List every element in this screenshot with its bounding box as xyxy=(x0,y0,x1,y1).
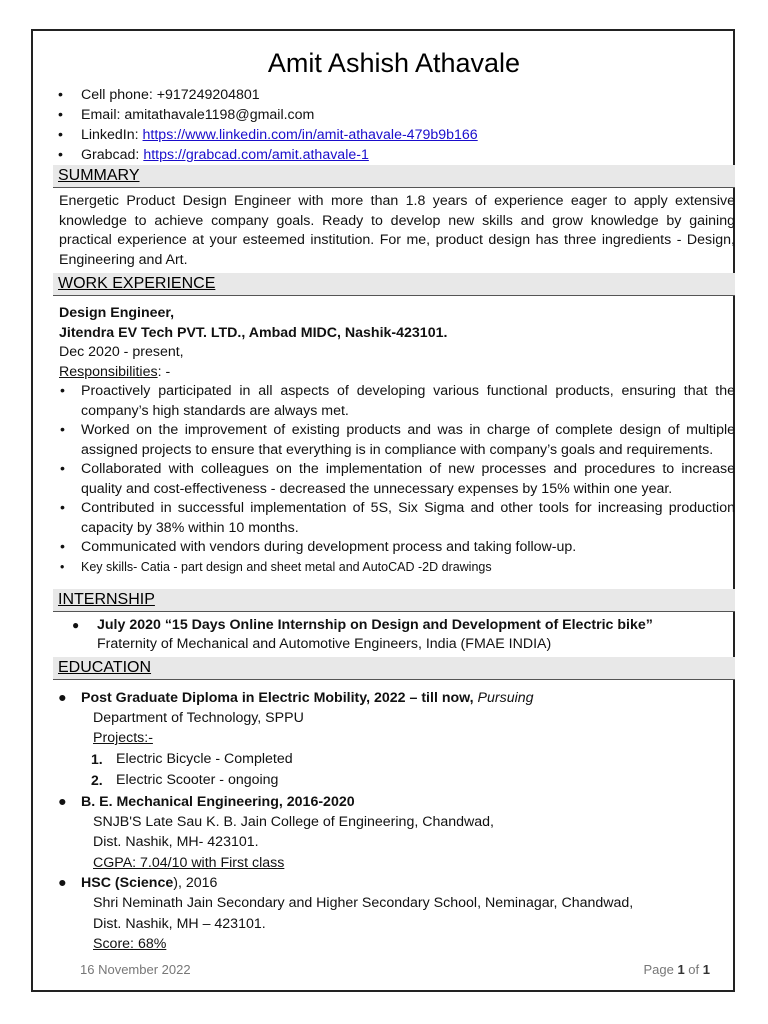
summary-text: Energetic Product Design Engineer with more than 1.8 years of experience eager to apply extensive knowledge to achieve company goals. Ready to develop new skills and grow knowledge by gaining practical experience at your esteemed institution. For me, product design has three ingredients - Design, Engineering and Art. xyxy=(59,193,735,268)
project-item: 1. Electric Bicycle - Completed xyxy=(91,750,293,767)
responsibility-item: • Worked on the improvement of existing products and was in charge of complete design of multiple assigned projects to ensure that everything is in compliance with company’s goals and requirements. xyxy=(53,421,735,460)
be-title: B. E. Mechanical Engineering, 2016-2020 xyxy=(81,793,355,810)
job-role: Design Engineer, xyxy=(59,305,175,321)
summary-heading: SUMMARY xyxy=(53,165,735,188)
responsibility-item: • Proactively participated in all aspects of developing various functional products, ensuring that the company’s high standards are always met. xyxy=(53,382,735,421)
projects-label: Projects:- xyxy=(93,730,153,746)
phone-value: +917249204801 xyxy=(156,87,260,103)
internship-title: July 2020 “15 Days Online Internship on Design and Development of Electric bike” xyxy=(97,616,653,633)
internship-entry xyxy=(53,616,735,654)
contact-list xyxy=(53,85,735,165)
responsibility-list xyxy=(53,382,735,577)
contact-linkedin: • LinkedIn: https://www.linkedin.com/in/amit-athavale-479b9b166 xyxy=(53,125,735,145)
responsibilities-label: Responsibilities: - xyxy=(59,363,171,380)
footer-date: 16 November 2022 xyxy=(80,962,191,977)
key-skills: • Key skills- Catia - part design and sheet metal and AutoCAD -2D drawings xyxy=(53,558,735,577)
pg-title: Post Graduate Diploma in Electric Mobility, 2022 – till now, xyxy=(81,689,474,706)
work-experience-heading: WORK EXPERIENCE xyxy=(53,273,735,296)
work-entry xyxy=(59,304,735,382)
hsc-year: ), 2016 xyxy=(173,875,218,891)
internship-title-row: ● July 2020 “15 Days Online Internship on Design and Development of Electric bike” xyxy=(72,616,653,633)
contact-email: • Email: amitathavale1198@gmail.com xyxy=(53,105,735,125)
internship-heading: INTERNSHIP xyxy=(53,589,735,612)
email-value: amitathavale1198@gmail.com xyxy=(124,107,315,123)
responsibility-item: • Collaborated with colleagues on the implementation of new processes and procedures to increase quality and cost-effectiveness - decreased the unnecessary expenses by 15% within one year. xyxy=(53,460,735,499)
education-be: ● B. E. Mechanical Engineering, 2016-2020 xyxy=(58,793,355,810)
hsc-address: Dist. Nashik, MH – 423101. xyxy=(93,915,266,932)
education-pg: ● Post Graduate Diploma in Electric Mobility, 2022 – till now, Pursuing xyxy=(58,689,534,706)
pg-status: Pursuing xyxy=(473,689,534,706)
linkedin-link[interactable]: https://www.linkedin.com/in/amit-athavale-479b9b166 xyxy=(142,127,478,143)
page-number: Page 1 of 1 xyxy=(643,962,710,977)
contact-phone: • Cell phone: +917249204801 xyxy=(53,85,735,105)
hsc-score: Score: 68% xyxy=(93,936,167,952)
resume-content xyxy=(53,44,735,955)
candidate-name: Amit Ashish Athavale xyxy=(267,48,521,78)
page-footer xyxy=(80,962,710,977)
project-item: 2. Electric Scooter - ongoing xyxy=(91,771,279,788)
job-dates: Dec 2020 - present, xyxy=(59,344,184,360)
hsc-school: Shri Neminath Jain Secondary and Higher Secondary School, Neminagar, Chandwad, xyxy=(93,895,634,911)
pg-dept: Department of Technology, SPPU xyxy=(93,709,304,726)
contact-grabcad: • Grabcad: https://grabcad.com/amit.athavale-1 xyxy=(53,145,735,165)
be-cgpa: CGPA: 7.04/10 with First class xyxy=(93,854,285,871)
education-hsc: ● HSC (Science), 2016 xyxy=(58,875,218,891)
be-address: Dist. Nashik, MH- 423101. xyxy=(93,834,259,850)
internship-org: Fraternity of Mechanical and Automotive Engineers, India (FMAE INDIA) xyxy=(97,635,552,652)
grabcad-link[interactable]: https://grabcad.com/amit.athavale-1 xyxy=(143,147,369,163)
job-company: Jitendra EV Tech PVT. LTD., Ambad MIDC, Nashik-423101. xyxy=(59,324,448,341)
hsc-title: HSC (Science xyxy=(81,875,174,891)
education-heading: EDUCATION xyxy=(53,657,735,680)
education-list xyxy=(53,688,735,955)
be-college: SNJB'S Late Sau K. B. Jain College of Engineering, Chandwad, xyxy=(93,813,494,830)
responsibility-item: • Communicated with vendors during development process and taking follow-up. xyxy=(53,538,735,558)
responsibility-item: • Contributed in successful implementation of 5S, Six Sigma and other tools for increasing production capacity by 38% within 10 months. xyxy=(53,499,735,538)
